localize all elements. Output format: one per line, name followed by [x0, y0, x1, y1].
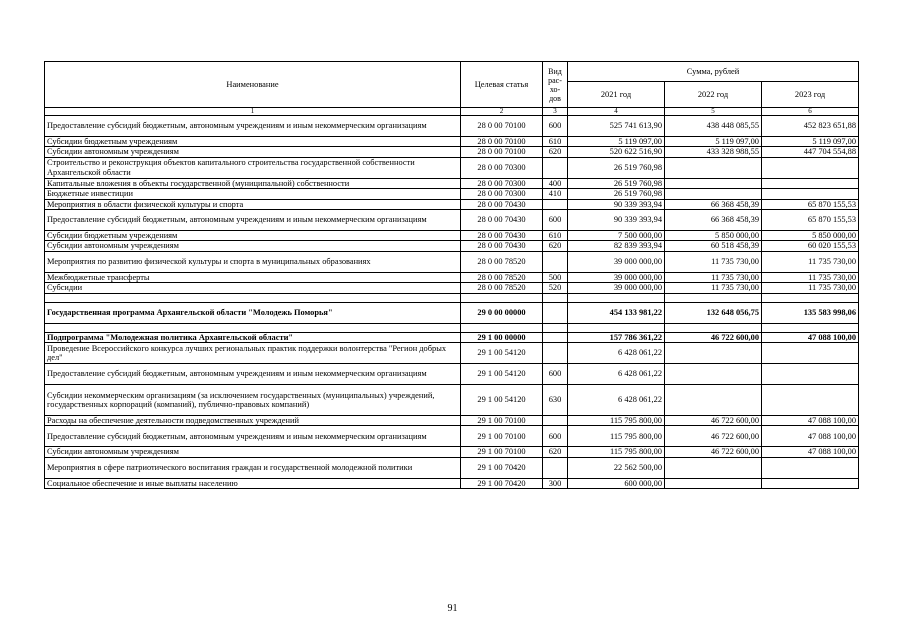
row-amount-2023: 452 823 651,88 — [762, 116, 859, 137]
row-code: 28 0 00 70300 — [461, 157, 543, 178]
row-expense-type: 520 — [543, 283, 568, 293]
empty-cell — [762, 323, 859, 332]
row-name: Строительство и реконструкция объектов капитального строительства государственной собственности Архангельской области — [45, 157, 461, 178]
table-row — [45, 147, 859, 157]
row-name: Межбюджетные трансферты — [45, 272, 461, 282]
row-expense-type — [543, 199, 568, 209]
column-number: 6 — [762, 108, 859, 116]
table-row — [45, 426, 859, 447]
empty-cell — [568, 293, 665, 302]
row-code: 28 0 00 78520 — [461, 251, 543, 272]
row-amount-2023 — [762, 457, 859, 478]
row-amount-2023 — [762, 364, 859, 385]
header-name: Наименование — [45, 62, 461, 108]
row-code: 28 0 00 70430 — [461, 231, 543, 241]
row-name: Субсидии автономным учреждениям — [45, 447, 461, 457]
row-code: 28 0 00 78520 — [461, 283, 543, 293]
row-amount-2022: 11 735 730,00 — [665, 283, 762, 293]
table-row — [45, 210, 859, 231]
table-row — [45, 332, 859, 342]
row-amount-2022: 438 448 085,55 — [665, 116, 762, 137]
row-amount-2023 — [762, 178, 859, 188]
row-expense-type — [543, 302, 568, 323]
row-name: Субсидии — [45, 283, 461, 293]
row-expense-type: 500 — [543, 272, 568, 282]
row-name: Субсидии бюджетным учреждениям — [45, 231, 461, 241]
row-name: Подпрограмма "Молодежная политика Архангельской области" — [45, 332, 461, 342]
row-name: Субсидии автономным учреждениям — [45, 241, 461, 251]
row-code: 28 0 00 70300 — [461, 189, 543, 199]
row-name: Субсидии автономным учреждениям — [45, 147, 461, 157]
row-expense-type: 630 — [543, 385, 568, 416]
row-amount-2021: 6 428 061,22 — [568, 364, 665, 385]
row-expense-type: 620 — [543, 447, 568, 457]
row-expense-type: 610 — [543, 231, 568, 241]
row-amount-2023: 47 088 100,00 — [762, 426, 859, 447]
row-name: Предоставление субсидий бюджетным, автономным учреждениям и иным некоммерческим организациям — [45, 210, 461, 231]
row-code: 29 1 00 54120 — [461, 364, 543, 385]
row-code: 28 0 00 70430 — [461, 210, 543, 231]
row-amount-2023: 47 088 100,00 — [762, 447, 859, 457]
row-amount-2021: 82 839 393,94 — [568, 241, 665, 251]
row-expense-type: 600 — [543, 364, 568, 385]
row-amount-2023: 11 735 730,00 — [762, 272, 859, 282]
row-amount-2023 — [762, 385, 859, 416]
column-number: 1 — [45, 108, 461, 116]
row-expense-type — [543, 157, 568, 178]
row-name: Предоставление субсидий бюджетным, автономным учреждениям и иным некоммерческим организациям — [45, 426, 461, 447]
row-amount-2022 — [665, 178, 762, 188]
row-amount-2022: 11 735 730,00 — [665, 251, 762, 272]
table-row — [45, 272, 859, 282]
row-code: 29 1 00 70100 — [461, 426, 543, 447]
row-amount-2021: 90 339 393,94 — [568, 199, 665, 209]
row-amount-2023 — [762, 343, 859, 364]
table-row — [45, 231, 859, 241]
row-expense-type: 620 — [543, 147, 568, 157]
row-amount-2023: 5 850 000,00 — [762, 231, 859, 241]
empty-cell — [45, 323, 461, 332]
row-amount-2022 — [665, 157, 762, 178]
row-name: Капитальные вложения в объекты государственной (муниципальной) собственности — [45, 178, 461, 188]
row-amount-2023: 11 735 730,00 — [762, 251, 859, 272]
header-expense-type: Вид рас-хо-дов — [543, 62, 568, 108]
empty-cell — [543, 293, 568, 302]
row-name: Расходы на обеспечение деятельности подведомственных учреждений — [45, 416, 461, 426]
header-year-2023: 2023 год — [762, 82, 859, 108]
row-amount-2022: 433 328 988,55 — [665, 147, 762, 157]
row-amount-2021: 39 000 000,00 — [568, 251, 665, 272]
empty-cell — [45, 293, 461, 302]
row-amount-2022: 66 368 458,39 — [665, 210, 762, 231]
header-year-2021: 2021 год — [568, 82, 665, 108]
header-sum: Сумма, рублей — [568, 62, 859, 82]
column-number: 3 — [543, 108, 568, 116]
row-expense-type — [543, 332, 568, 342]
table-row — [45, 137, 859, 147]
table-row — [45, 447, 859, 457]
row-expense-type: 600 — [543, 426, 568, 447]
empty-cell — [461, 323, 543, 332]
row-amount-2022: 46 722 600,00 — [665, 426, 762, 447]
row-amount-2021: 600 000,00 — [568, 478, 665, 488]
empty-cell — [568, 323, 665, 332]
row-name: Предоставление субсидий бюджетным, автономным учреждениям и иным некоммерческим организациям — [45, 364, 461, 385]
row-amount-2021: 7 500 000,00 — [568, 231, 665, 241]
row-expense-type: 600 — [543, 210, 568, 231]
row-amount-2022: 11 735 730,00 — [665, 272, 762, 282]
table-row — [45, 385, 859, 416]
row-amount-2021: 6 428 061,22 — [568, 343, 665, 364]
row-amount-2021: 26 519 760,98 — [568, 157, 665, 178]
row-expense-type — [543, 457, 568, 478]
column-number: 4 — [568, 108, 665, 116]
row-expense-type — [543, 251, 568, 272]
row-amount-2023: 47 088 100,00 — [762, 332, 859, 342]
empty-cell — [461, 293, 543, 302]
row-amount-2022 — [665, 189, 762, 199]
row-amount-2022 — [665, 457, 762, 478]
row-amount-2022: 46 722 600,00 — [665, 416, 762, 426]
row-code: 29 1 00 70420 — [461, 457, 543, 478]
row-code: 28 0 00 70100 — [461, 137, 543, 147]
row-amount-2021: 115 795 800,00 — [568, 426, 665, 447]
row-code: 28 0 00 70300 — [461, 178, 543, 188]
row-code: 29 0 00 00000 — [461, 302, 543, 323]
row-amount-2021: 6 428 061,22 — [568, 385, 665, 416]
row-code: 29 1 00 54120 — [461, 343, 543, 364]
row-amount-2021: 115 795 800,00 — [568, 416, 665, 426]
empty-cell — [665, 293, 762, 302]
blank-row — [45, 323, 859, 332]
row-code: 28 0 00 70430 — [461, 199, 543, 209]
row-amount-2022 — [665, 343, 762, 364]
row-name: Бюджетные инвестиции — [45, 189, 461, 199]
row-expense-type: 410 — [543, 189, 568, 199]
row-amount-2023: 65 870 155,53 — [762, 199, 859, 209]
table-row — [45, 157, 859, 178]
row-amount-2021: 39 000 000,00 — [568, 272, 665, 282]
header-code: Целевая статья — [461, 62, 543, 108]
row-amount-2022: 132 648 056,75 — [665, 302, 762, 323]
row-amount-2021: 5 119 097,00 — [568, 137, 665, 147]
blank-row — [45, 293, 859, 302]
table-row — [45, 478, 859, 488]
row-amount-2021: 157 786 361,22 — [568, 332, 665, 342]
table-row — [45, 116, 859, 137]
column-numbers-row — [45, 108, 859, 116]
row-amount-2021: 26 519 760,98 — [568, 189, 665, 199]
table-row — [45, 302, 859, 323]
row-name: Мероприятия по развитию физической культуры и спорта в муниципальных образованиях — [45, 251, 461, 272]
row-amount-2021: 115 795 800,00 — [568, 447, 665, 457]
row-amount-2022 — [665, 385, 762, 416]
row-expense-type: 600 — [543, 116, 568, 137]
row-amount-2022 — [665, 478, 762, 488]
row-amount-2022: 46 722 600,00 — [665, 447, 762, 457]
row-amount-2021: 39 000 000,00 — [568, 283, 665, 293]
row-amount-2022 — [665, 364, 762, 385]
row-amount-2023 — [762, 189, 859, 199]
row-amount-2022: 46 722 600,00 — [665, 332, 762, 342]
empty-cell — [665, 323, 762, 332]
row-amount-2023 — [762, 157, 859, 178]
row-code: 28 0 00 70430 — [461, 241, 543, 251]
row-code: 29 1 00 54120 — [461, 385, 543, 416]
table-row — [45, 178, 859, 188]
row-name: Мероприятия в области физической культуры и спорта — [45, 199, 461, 209]
row-name: Субсидии бюджетным учреждениям — [45, 137, 461, 147]
page-number: 91 — [447, 603, 458, 614]
row-expense-type: 620 — [543, 241, 568, 251]
row-amount-2021: 525 741 613,90 — [568, 116, 665, 137]
row-code: 29 1 00 70100 — [461, 447, 543, 457]
row-expense-type — [543, 416, 568, 426]
row-expense-type: 300 — [543, 478, 568, 488]
row-expense-type — [543, 343, 568, 364]
row-code: 28 0 00 70100 — [461, 147, 543, 157]
row-amount-2021: 520 622 516,90 — [568, 147, 665, 157]
row-code: 29 1 00 70420 — [461, 478, 543, 488]
column-number: 5 — [665, 108, 762, 116]
table-row — [45, 241, 859, 251]
table-row — [45, 364, 859, 385]
row-name: Государственная программа Архангельской области "Молодежь Поморья" — [45, 302, 461, 323]
row-name: Предоставление субсидий бюджетным, автономным учреждениям и иным некоммерческим организациям — [45, 116, 461, 137]
row-amount-2022: 5 850 000,00 — [665, 231, 762, 241]
table-row — [45, 189, 859, 199]
row-amount-2021: 26 519 760,98 — [568, 178, 665, 188]
row-name: Проведение Всероссийского конкурса лучших региональных практик поддержки волонтерства "Регион добрых дел" — [45, 343, 461, 364]
row-amount-2022: 5 119 097,00 — [665, 137, 762, 147]
row-name: Социальное обеспечение и иные выплаты населению — [45, 478, 461, 488]
row-code: 29 1 00 70100 — [461, 416, 543, 426]
row-amount-2023: 447 704 554,88 — [762, 147, 859, 157]
row-amount-2023: 135 583 998,06 — [762, 302, 859, 323]
row-amount-2023: 65 870 155,53 — [762, 210, 859, 231]
row-amount-2022: 60 518 458,39 — [665, 241, 762, 251]
row-name: Мероприятия в сфере патриотического воспитания граждан и государственной молодежной политики — [45, 457, 461, 478]
row-amount-2023: 11 735 730,00 — [762, 283, 859, 293]
table-row — [45, 283, 859, 293]
row-amount-2023: 5 119 097,00 — [762, 137, 859, 147]
budget-table — [44, 61, 859, 489]
table-row — [45, 343, 859, 364]
row-amount-2021: 454 133 981,22 — [568, 302, 665, 323]
row-code: 29 1 00 00000 — [461, 332, 543, 342]
row-amount-2021: 22 562 500,00 — [568, 457, 665, 478]
row-name: Субсидии некоммерческим организациям (за исключением государственных (муниципальных) учреждений, государственных корпораций (компаний), публично-правовых компаний) — [45, 385, 461, 416]
row-amount-2021: 90 339 393,94 — [568, 210, 665, 231]
header-year-2022: 2022 год — [665, 82, 762, 108]
row-expense-type: 610 — [543, 137, 568, 147]
row-amount-2023 — [762, 478, 859, 488]
table-row — [45, 251, 859, 272]
row-code: 28 0 00 78520 — [461, 272, 543, 282]
row-code: 28 0 00 70100 — [461, 116, 543, 137]
table-row — [45, 416, 859, 426]
empty-cell — [543, 323, 568, 332]
column-number: 2 — [461, 108, 543, 116]
row-amount-2023: 60 020 155,53 — [762, 241, 859, 251]
row-expense-type: 400 — [543, 178, 568, 188]
row-amount-2022: 66 368 458,39 — [665, 199, 762, 209]
empty-cell — [762, 293, 859, 302]
table-row — [45, 457, 859, 478]
row-amount-2023: 47 088 100,00 — [762, 416, 859, 426]
table-row — [45, 199, 859, 209]
